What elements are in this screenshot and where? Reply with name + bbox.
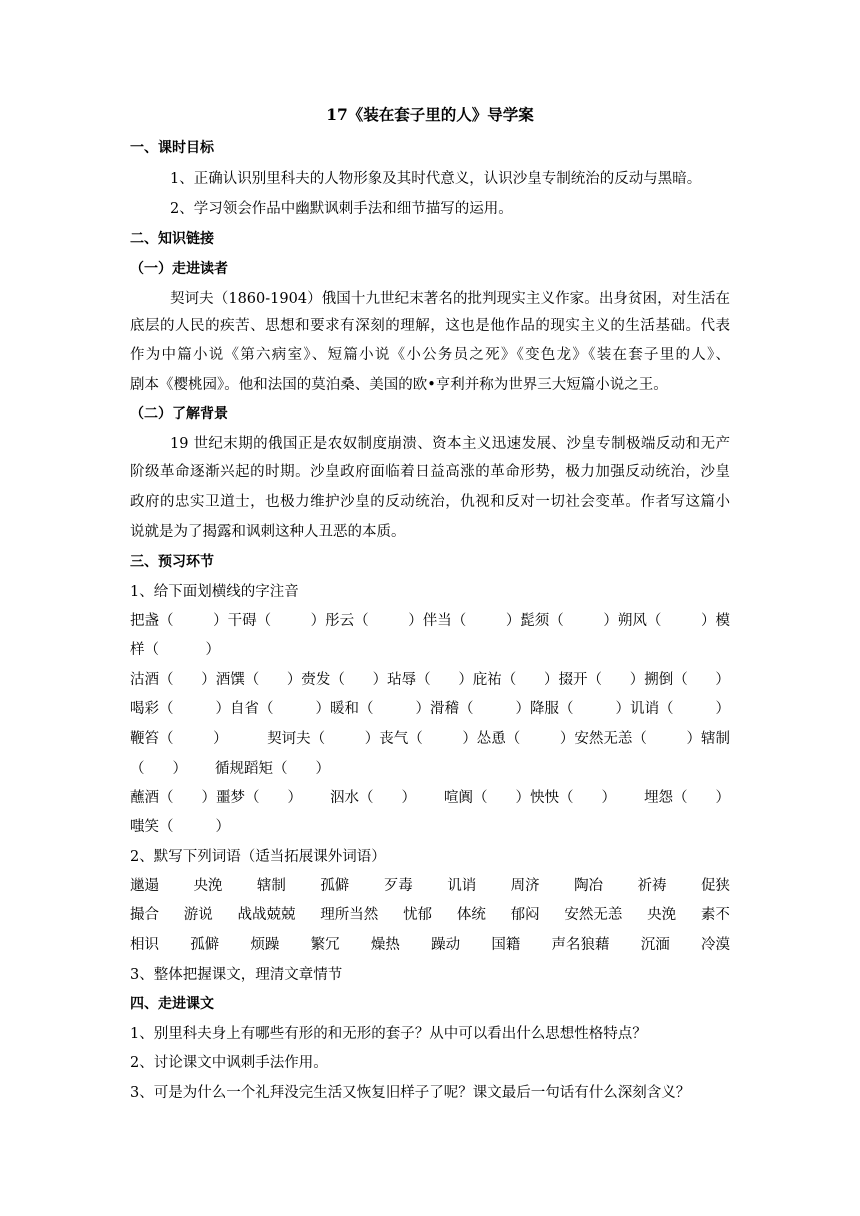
paragraph-line: 底层的人民的疾苦、思想和要求有深刻的理解，这也是他作品的现实主义的生活基础。代表 — [130, 318, 730, 334]
pinyin-item: 蘸酒（ — [130, 790, 174, 806]
pinyin-item: ） — [213, 731, 228, 747]
discussion-question: 1、别里科夫身上有哪些有形的和无形的套子？从中可以看出什么思想性格特点？ — [130, 1026, 647, 1042]
word-item: 央浼 — [193, 878, 223, 894]
pinyin-item: 契诃夫（ — [267, 731, 326, 747]
pinyin-item: ）掇开（ — [544, 672, 603, 688]
word-row — [130, 875, 730, 897]
word-item: 国籍 — [491, 937, 521, 953]
goal-item: 2、学习领会作品中幽默讽刺手法和细节描写的运用。 — [170, 201, 513, 217]
pinyin-item: ）酒馔（ — [201, 672, 260, 688]
word-item: 相识 — [130, 937, 159, 953]
pinyin-item: ） — [315, 761, 330, 777]
paragraph-line: 阶级革命逐渐兴起的时期。沙皇政府面临着日益高涨的革命形势，极力加强反动统治，沙皇 — [130, 464, 730, 480]
pinyin-item: ） — [172, 761, 187, 777]
word-item: 躁动 — [431, 937, 461, 953]
word-item: 孤僻 — [320, 878, 350, 894]
word-item: 促狭 — [700, 878, 730, 894]
pinyin-item: ）伴当（ — [408, 613, 467, 629]
discussion-question: 3、可是为什么一个礼拜没完生活又恢复旧样子了呢？课文最后一句话有什么深刻含义？ — [130, 1085, 691, 1101]
pinyin-item: ） — [601, 790, 616, 806]
pinyin-item: ）朔风（ — [603, 613, 662, 629]
goal-item: 1、正确认识别里科夫的人物形象及其时代意义，认识沙皇专制统治的反动与黑暗。 — [170, 171, 702, 187]
paragraph-line: 政府的忠实卫道士，也极力维护沙皇的反动统治，仇视和反对一切社会变革。作者写这篇小 — [130, 494, 730, 510]
pinyin-item: ）怂恿（ — [462, 731, 521, 747]
word-item: 忧郁 — [403, 907, 433, 923]
pinyin-item: 样（ — [130, 642, 159, 658]
pinyin-item: ）赍发（ — [286, 672, 345, 688]
word-item: 战战兢兢 — [237, 907, 296, 923]
word-row — [130, 934, 730, 956]
pinyin-item: 喧阗（ — [444, 790, 488, 806]
section-heading-preview: 三、预习环节 — [130, 554, 214, 570]
paragraph-line: 说就是为了揭露和讽刺这种人丑恶的本质。 — [130, 524, 406, 540]
paragraph-line: 作为中篇小说《第六病室》、短篇小说《小公务员之死》《变色龙》《装在套子里的人》、 — [130, 347, 730, 363]
word-item: 游说 — [183, 907, 213, 923]
pinyin-item: ） — [205, 642, 220, 658]
pinyin-item: ）干碍（ — [213, 613, 272, 629]
pinyin-item: ）模 — [700, 613, 730, 629]
word-item: 烦躁 — [250, 937, 280, 953]
pinyin-row — [130, 669, 730, 691]
pinyin-row — [130, 816, 230, 838]
word-item: 邋遢 — [130, 878, 159, 894]
page-title: 17《装在套子里的人》导学案 — [326, 105, 534, 124]
pinyin-item: ） — [215, 819, 230, 835]
word-item: 周济 — [510, 878, 540, 894]
paragraph-line: 19 世纪末期的俄国正是农奴制度崩溃、资本主义迅速发展、沙皇专制极端反动和无产 — [170, 436, 730, 452]
word-item: 撮合 — [130, 907, 159, 923]
pinyin-item: ）髭须（ — [505, 613, 564, 629]
word-item: 声名狼藉 — [551, 937, 610, 953]
pinyin-item: ）丧气（ — [364, 731, 423, 747]
pinyin-item: ）自省（ — [215, 701, 274, 717]
word-item: 歹毒 — [383, 878, 413, 894]
word-item: 央浼 — [647, 907, 677, 923]
pinyin-item: 埋怨（ — [644, 790, 688, 806]
paragraph-line: 剧本《樱桃园》。他和法国的莫泊桑、美国的欧•亨利并称为世界三大短篇小说之王。 — [130, 377, 668, 393]
word-item: 讥诮 — [447, 878, 477, 894]
pinyin-item: ） — [715, 701, 730, 717]
pinyin-row — [130, 787, 730, 809]
word-item: 沉湎 — [640, 937, 670, 953]
pinyin-item: ）玷辱（ — [372, 672, 431, 688]
pinyin-item: 循规蹈矩（ — [215, 761, 288, 777]
word-row — [130, 904, 730, 926]
pinyin-item: ）安然无恙（ — [559, 731, 647, 747]
pinyin-item: ）搠倒（ — [629, 672, 688, 688]
pinyin-item: ） — [401, 790, 416, 806]
section-heading-goals: 一、课时目标 — [130, 140, 214, 156]
pinyin-item: ） — [715, 790, 730, 806]
word-item: 祈祷 — [637, 878, 667, 894]
question-overview: 3、整体把握课文，理清文章情节 — [130, 967, 343, 983]
pinyin-item: ）噩梦（ — [201, 790, 260, 806]
word-item: 繁冗 — [310, 937, 340, 953]
pinyin-item: ）彤云（ — [310, 613, 369, 629]
section-heading-text: 四、走进课文 — [130, 996, 214, 1012]
pinyin-item: （ — [130, 761, 145, 777]
pinyin-row — [130, 758, 330, 780]
pinyin-item: 沽酒（ — [130, 672, 174, 688]
discussion-question: 2、讨论课文中讽刺手法作用。 — [130, 1055, 328, 1071]
pinyin-row — [130, 698, 730, 720]
pinyin-item: ） — [715, 672, 730, 688]
subheading-background: （二）了解背景 — [130, 406, 228, 422]
pinyin-item: 泅水（ — [330, 790, 374, 806]
section-heading-knowledge: 二、知识链接 — [130, 231, 214, 247]
word-item: 冷漠 — [700, 937, 730, 953]
word-item: 安然无恙 — [564, 907, 623, 923]
question-words: 2、默写下列词语（适当拓展课外词语） — [130, 849, 386, 865]
subheading-author: （一）走进读者 — [130, 261, 228, 277]
pinyin-item: ）怏怏（ — [515, 790, 574, 806]
pinyin-item: ）滑稽（ — [415, 701, 474, 717]
pinyin-row — [130, 639, 220, 661]
pinyin-item: 嗤笑（ — [130, 819, 174, 835]
pinyin-row — [130, 610, 730, 632]
pinyin-row — [130, 728, 730, 750]
pinyin-item: ）降服（ — [515, 701, 574, 717]
pinyin-item: ）暖和（ — [315, 701, 374, 717]
pinyin-item: ）庇祐（ — [458, 672, 517, 688]
pinyin-item: ）讥诮（ — [615, 701, 674, 717]
word-item: 孤僻 — [190, 937, 220, 953]
pinyin-item: 鞭笞（ — [130, 731, 174, 747]
word-item: 素不 — [700, 907, 730, 923]
pinyin-item: ） — [287, 790, 302, 806]
word-item: 体统 — [456, 907, 486, 923]
word-item: 陶冶 — [574, 878, 604, 894]
word-item: 燥热 — [370, 937, 400, 953]
word-item: 理所当然 — [320, 907, 379, 923]
pinyin-item: 喝彩（ — [130, 701, 174, 717]
word-item: 郁闷 — [510, 907, 540, 923]
paragraph-line: 契诃夫（1860-1904）俄国十九世纪末著名的批判现实主义作家。出身贫困，对生活在 — [170, 291, 730, 307]
question-pinyin: 1、给下面划横线的字注音 — [130, 584, 299, 600]
pinyin-item: 把盏（ — [130, 613, 174, 629]
pinyin-item: ）辖制 — [686, 731, 730, 747]
word-item: 辖制 — [256, 878, 286, 894]
